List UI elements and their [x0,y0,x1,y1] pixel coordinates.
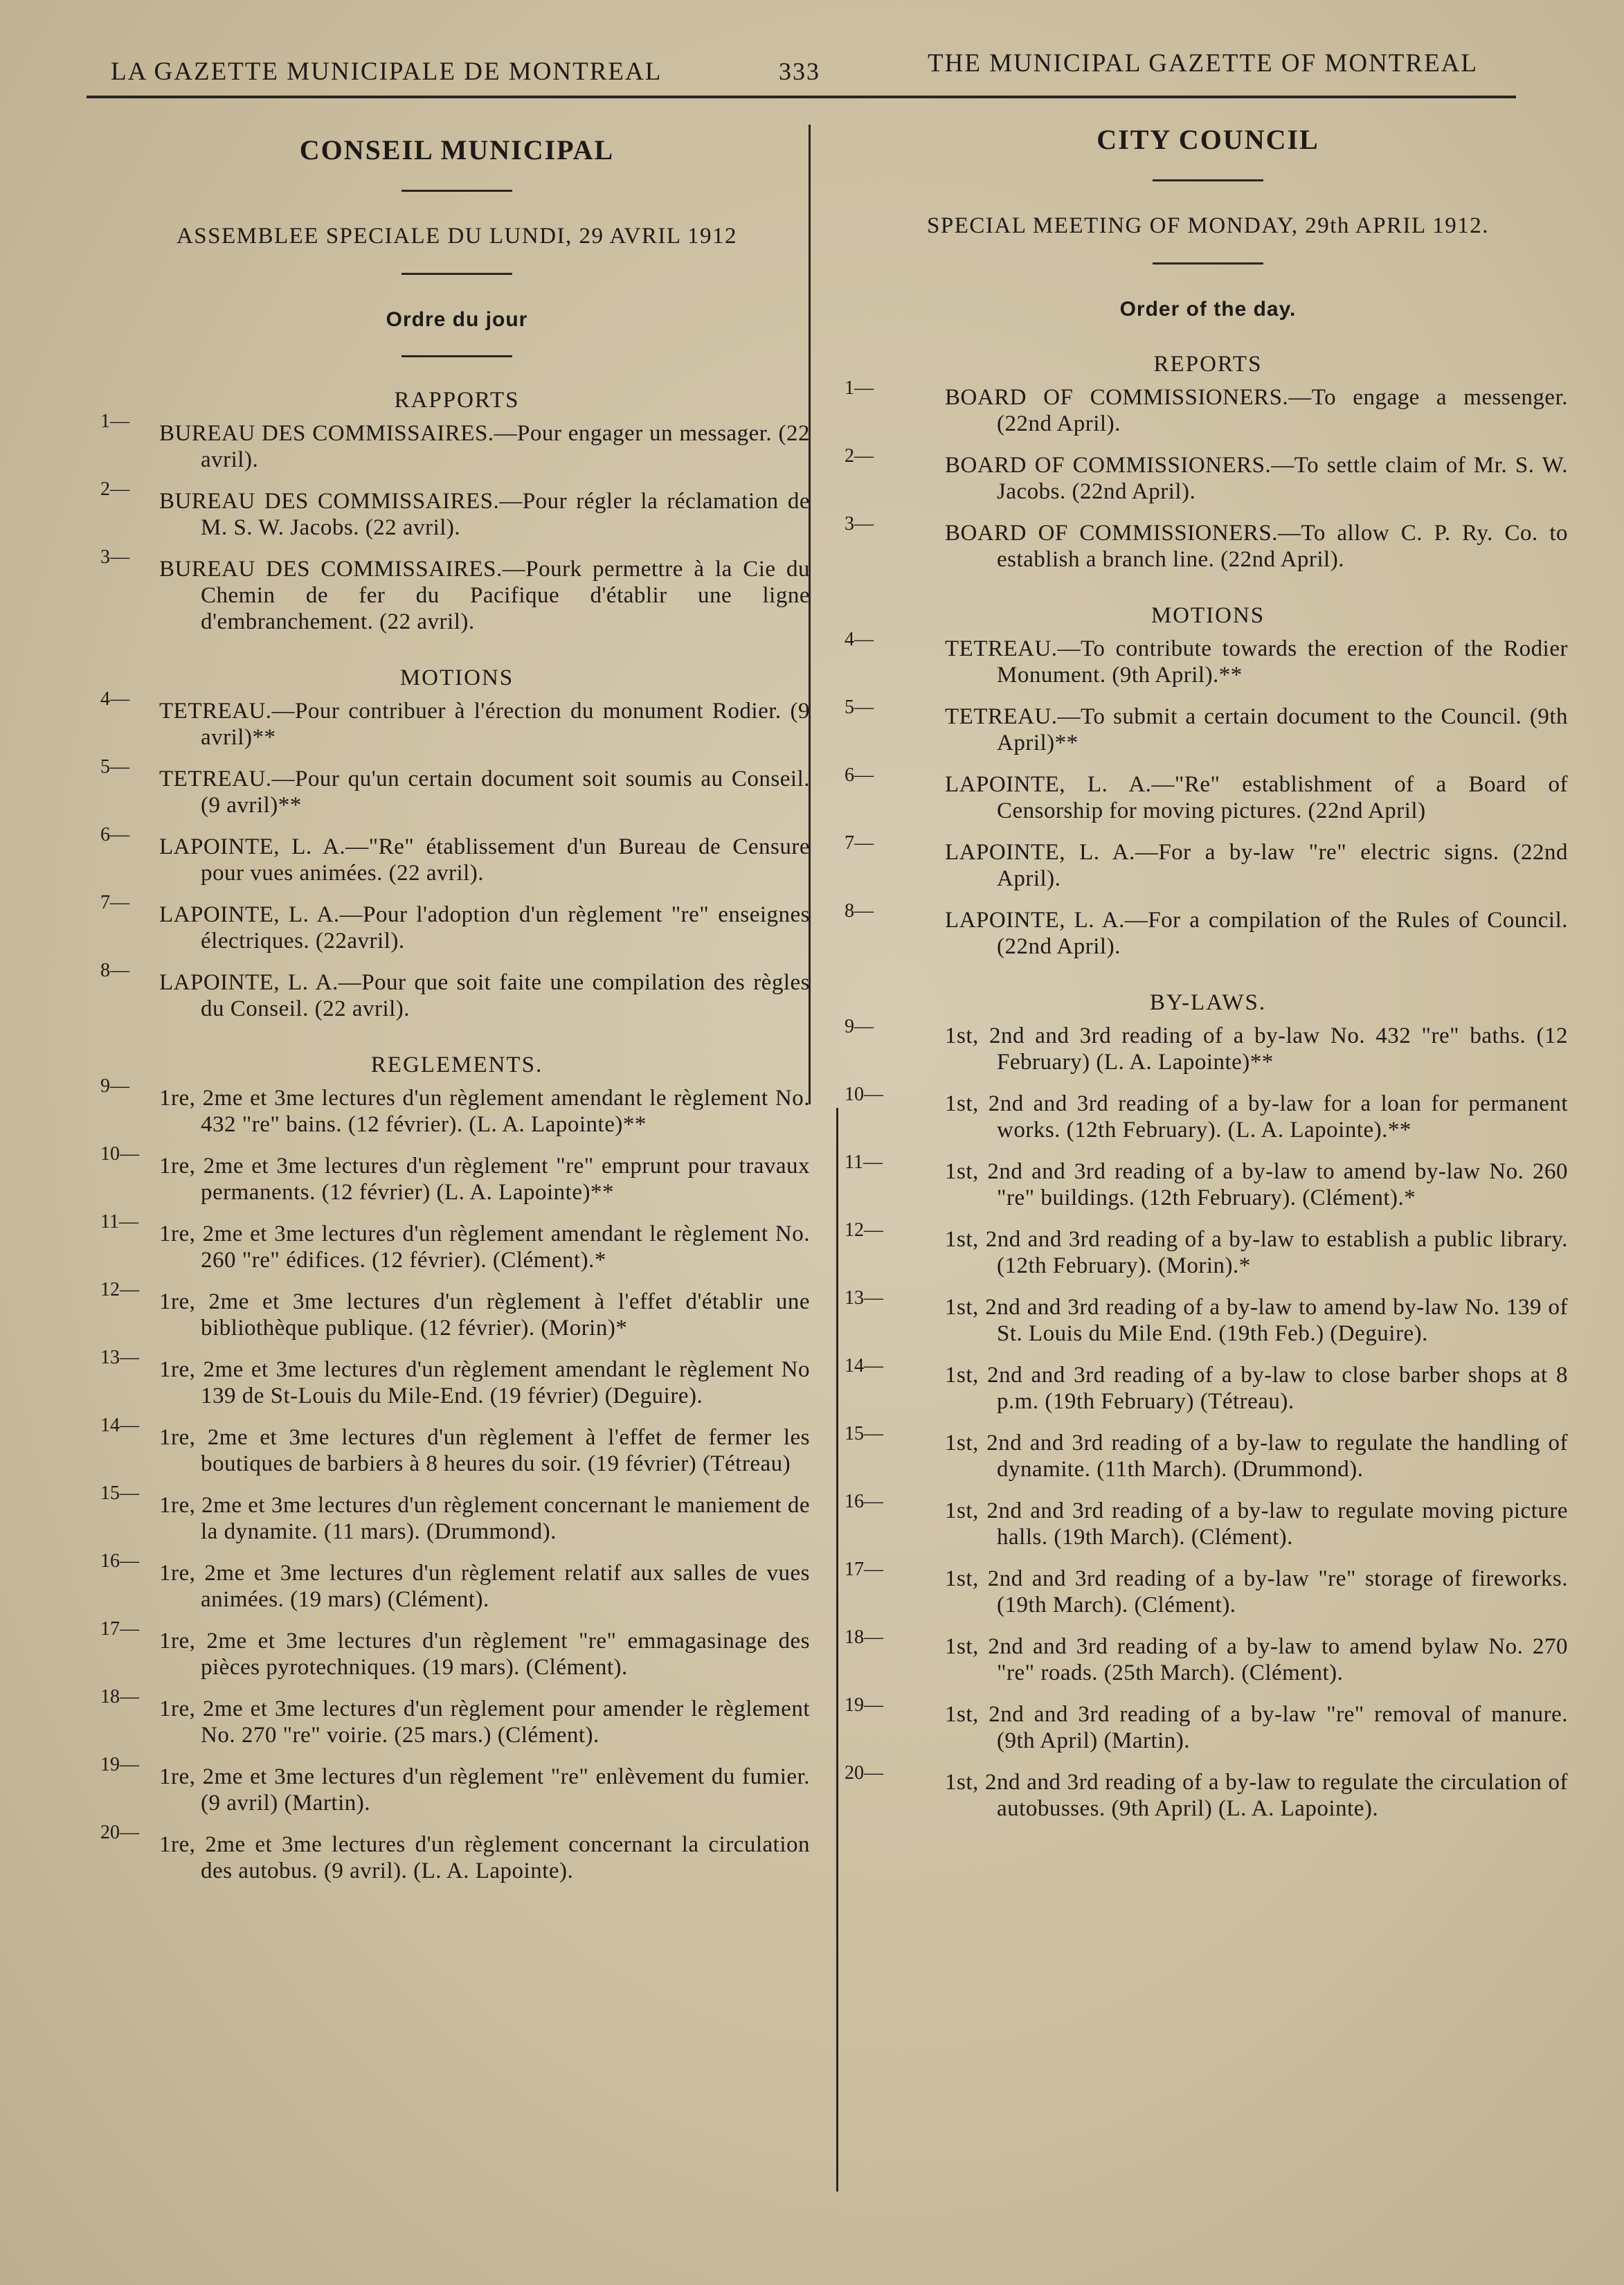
agenda-item [100,756,810,818]
agenda-item-text: 1re, 2me et 3me lectures d'un règlement à l'effet de fermer les boutiques de barbiers à 8 heures du soir. (19 février) (Tétreau) [159,1425,810,1476]
agenda-item-text: 1re, 2me et 3me lectures d'un règlement concernant la circulation des autobus. (9 avril). (L. A. Lapointe). [159,1832,810,1883]
agenda-item-number: 2— [845,445,874,467]
agenda-item-text: BUREAU DES COMMISSAIRES.—Pour engager un messager. (22 avril). [159,421,810,472]
agenda-item [845,1694,1568,1754]
agenda-item-text: 1re, 2me et 3me lectures d'un règlement pour amender le règlement No. 270 "re" voirie. (25 mars.) (Clément). [159,1696,810,1748]
agenda-item-text: 1re, 2me et 3me lectures d'un règlement relatif aux salles de vues animées. (19 mars) (Clément). [159,1561,810,1612]
agenda-item-number: 14— [845,1355,883,1377]
agenda-item-number: 11— [100,1211,138,1233]
section-heading: REPORTS [1153,352,1263,377]
agenda-item [845,1423,1568,1482]
agenda-item-text: LAPOINTE, L. A.—Pour l'adoption d'un règlement "re" enseignes électriques. (22avril). [159,902,810,953]
agenda-item-number: 18— [100,1686,139,1708]
agenda-item [845,764,1568,824]
french-meeting-line: ASSEMBLEE SPECIALE DU LUNDI, 29 AVRIL 1912 [176,224,738,249]
agenda-item-number: 3— [845,513,874,535]
agenda-item-text: 1st, 2nd and 3rd reading of a by-law to regulate the handling of dynamite. (11th March). (Drummond). [945,1431,1568,1482]
agenda-item [845,1627,1568,1686]
section-heading: RAPPORTS [394,388,520,413]
english-order-heading: Order of the day. [1119,298,1297,321]
agenda-item-number: 9— [845,1016,874,1037]
order-rule [402,355,512,357]
agenda-item [100,1143,810,1206]
english-section-bylaws [845,990,1568,1822]
agenda-item-text: BOARD OF COMMISSIONERS.—To allow C. P. Ry. Co. to establish a branch line. (22nd April). [945,521,1568,572]
section-heading: BY-LAWS. [1149,990,1267,1015]
agenda-item-number: 13— [845,1287,883,1309]
section-heading: MOTIONS [399,665,514,690]
agenda-item [845,1287,1568,1347]
agenda-item [845,1084,1568,1143]
agenda-item-number: 1— [100,411,129,432]
agenda-item-text: BUREAU DES COMMISSAIRES.—Pourk permettre à la Cie du Chemin de fer du Pacifique d'établir une ligne d'embranchement. (22 avril). [159,557,810,634]
french-section-reglements [100,1052,810,1884]
agenda-item-text: LAPOINTE, L. A.—For a by-law "re" electric signs. (22nd April). [945,840,1568,891]
agenda-item-number: 17— [100,1618,139,1640]
header-english-title: THE MUNICIPAL GAZETTE OF MONTREAL [928,49,1478,78]
agenda-item-number: 20— [100,1822,139,1843]
french-order-heading: Ordre du jour [386,308,528,331]
agenda-item [845,832,1568,892]
english-section-reports [845,352,1568,573]
agenda-item-number: 9— [100,1075,129,1097]
agenda-item-text: BUREAU DES COMMISSAIRES.—Pour régler la réclamation de M. S. W. Jacobs. (22 avril). [159,489,810,540]
english-meeting-line: SPECIAL MEETING OF MONDAY, 29th APRIL 1912. [927,213,1489,238]
agenda-item-number: 7— [100,892,129,913]
agenda-item-text: 1re, 2me et 3me lectures d'un règlement amendant le règlement No. 432 "re" bains. (12 février). (L. A. Lapointe)** [159,1086,810,1137]
agenda-item-text: TETREAU.—Pour qu'un certain document soit soumis au Conseil. (9 avril)** [159,767,810,818]
agenda-item-number: 17— [845,1559,883,1580]
agenda-item-number: 4— [845,629,874,650]
agenda-item-text: LAPOINTE, L. A.—Pour que soit faite une compilation des règles du Conseil. (22 avril). [159,970,810,1021]
agenda-item [100,1347,810,1409]
agenda-item [100,1822,810,1884]
english-sections [845,352,1568,1822]
agenda-item [100,960,810,1022]
agenda-item [845,1762,1568,1822]
agenda-item-text: TETREAU.—Pour contribuer à l'érection du monument Rodier. (9 avril)** [159,699,810,750]
header-french-title: LA GAZETTE MUNICIPALE DE MONTREAL [111,57,662,86]
agenda-item [845,1219,1568,1279]
agenda-item-number: 16— [100,1550,139,1572]
agenda-item-number: 12— [845,1219,883,1241]
agenda-item-number: 19— [100,1754,139,1775]
agenda-item-number: 13— [100,1347,139,1368]
agenda-item-number: 4— [100,688,129,710]
agenda-item-number: 8— [100,960,129,981]
agenda-item [100,1279,810,1341]
agenda-item-text: 1st, 2nd and 3rd reading of a by-law No. 432 "re" baths. (12 February) (L. A. Lapointe)** [945,1023,1568,1075]
agenda-item-text: 1re, 2me et 3me lectures d'un règlement concernant le maniement de la dynamite. (11 mars). (Drummond). [159,1493,810,1544]
agenda-item [100,824,810,886]
agenda-item [100,1415,810,1477]
agenda-item [100,546,810,635]
agenda-item-text: 1st, 2nd and 3rd reading of a by-law for a loan for permanent works. (12th February). (L. A. Lapointe).** [945,1091,1568,1142]
agenda-item-number: 3— [100,546,129,568]
agenda-item-number: 10— [100,1143,139,1165]
agenda-item-number: 1— [845,377,874,399]
agenda-item [845,445,1568,505]
agenda-item-text: 1st, 2nd and 3rd reading of a by-law "re" storage of fireworks. (19th March). (Clément). [945,1566,1568,1618]
section-heading: MOTIONS [1151,603,1265,628]
agenda-item-text: LAPOINTE, L. A.—"Re" établissement d'un Bureau de Censure pour vues animées. (22 avril). [159,834,810,886]
column-divider-lower [836,1108,838,2192]
agenda-item [845,697,1568,756]
agenda-item-number: 7— [845,832,874,854]
agenda-item-number: 19— [845,1694,883,1716]
agenda-item-text: TETREAU.—To submit a certain document to the Council. (9th April)** [945,704,1568,755]
section-heading: REGLEMENTS. [370,1052,543,1077]
agenda-item-text: 1st, 2nd and 3rd reading of a by-law to amend by-law No. 139 of St. Louis du Mile End. (19th Feb.) (Deguire). [945,1295,1568,1346]
agenda-item [845,1559,1568,1618]
agenda-item-text: 1re, 2me et 3me lectures d'un règlement "re" emprunt pour travaux permanents. (12 février) (L. A. Lapointe)** [159,1154,810,1205]
title-rule [402,190,512,192]
agenda-item-text: LAPOINTE, L. A.—"Re" establishment of a Board of Censorship for moving pictures. (22nd April) [945,772,1568,823]
agenda-item-text: TETREAU.—To contribute towards the erection of the Rodier Monument. (9th April).** [945,636,1568,688]
english-column [845,111,1568,1837]
agenda-item-number: 6— [100,824,129,845]
agenda-item-number: 18— [845,1627,883,1648]
agenda-item-number: 2— [100,478,129,500]
english-title: CITY COUNCIL [1097,124,1319,155]
header-rule [87,96,1516,98]
french-section-reports [100,388,810,635]
agenda-item [100,411,810,473]
agenda-item-text: 1re, 2me et 3me lectures d'un règlement amendant le règlement No. 260 "re" édifices. (12 février). (Clément).* [159,1221,810,1273]
agenda-item [845,1491,1568,1550]
french-sections [100,388,810,1884]
agenda-item [100,478,810,541]
french-column [100,121,810,1899]
agenda-item-text: 1st, 2nd and 3rd reading of a by-law to regulate moving picture halls. (19th March). (Clément). [945,1498,1568,1550]
agenda-item-number: 10— [845,1084,883,1105]
agenda-item-text: 1re, 2me et 3me lectures d'un règlement amendant le règlement No 139 de St-Louis du Mile-End. (19 février) (Deguire). [159,1357,810,1408]
agenda-item-number: 15— [100,1482,139,1504]
agenda-item-text: BOARD OF COMMISSIONERS.—To engage a messenger. (22nd April). [945,385,1568,436]
agenda-item-number: 15— [845,1423,883,1444]
agenda-item-text: 1re, 2me et 3me lectures d'un règlement "re" emmagasinage des pièces pyrotechniques. (19 mars). (Clément). [159,1629,810,1680]
agenda-item [100,1754,810,1816]
agenda-item [100,1482,810,1545]
french-section-motions [100,665,810,1022]
agenda-item [100,1686,810,1748]
running-header [104,42,1516,90]
english-section-motions [845,603,1568,960]
french-title: CONSEIL MUNICIPAL [299,134,615,165]
agenda-item-text: 1st, 2nd and 3rd reading of a by-law to regulate the circulation of autobusses. (9th April) (L. A. Lapointe). [945,1770,1568,1821]
agenda-item [100,1075,810,1138]
agenda-item-number: 8— [845,900,874,922]
agenda-item-text: 1re, 2me et 3me lectures d'un règlement "re" enlèvement du fumier. (9 avril) (Martin). [159,1764,810,1816]
agenda-item-text: 1st, 2nd and 3rd reading of a by-law to amend by-law No. 260 "re" buildings. (12th February). (Clément).* [945,1159,1568,1210]
meeting-rule [1153,262,1263,265]
agenda-item-text: 1st, 2nd and 3rd reading of a by-law to establish a public library. (12th February). (Morin).* [945,1227,1568,1278]
agenda-item-number: 5— [845,697,874,718]
agenda-item [100,688,810,751]
agenda-item [845,377,1568,437]
agenda-item-number: 16— [845,1491,883,1512]
agenda-item-text: BOARD OF COMMISSIONERS.—To settle claim of Mr. S. W. Jacobs. (22nd April). [945,453,1568,504]
agenda-item [845,513,1568,573]
agenda-item-text: 1st, 2nd and 3rd reading of a by-law to close barber shops at 8 p.m. (19th February) (Tétreau). [945,1363,1568,1414]
agenda-item-text: LAPOINTE, L. A.—For a compilation of the Rules of Council. (22nd April). [945,908,1568,959]
agenda-item [845,629,1568,688]
agenda-item-text: 1st, 2nd and 3rd reading of a by-law to amend bylaw No. 270 "re" roads. (25th March). (Clément). [945,1634,1568,1685]
agenda-item [100,892,810,954]
page-number: 333 [779,57,820,85]
agenda-item [100,1618,810,1681]
meeting-rule [402,273,512,275]
agenda-item-number: 5— [100,756,129,778]
agenda-item-number: 6— [845,764,874,786]
agenda-item-text: 1st, 2nd and 3rd reading of a by-law "re" removal of manure. (9th April) (Martin). [945,1702,1568,1753]
agenda-item [100,1211,810,1273]
agenda-item [845,1016,1568,1075]
agenda-item-number: 12— [100,1279,139,1300]
agenda-item [100,1550,810,1613]
agenda-item-number: 14— [100,1415,139,1436]
title-rule [1153,179,1263,181]
agenda-item-text: 1re, 2me et 3me lectures d'un règlement à l'effet d'établir une bibliothèque publique. (12 février). (Morin)* [159,1289,810,1341]
agenda-item [845,1355,1568,1415]
agenda-item-number: 20— [845,1762,883,1784]
agenda-item-number: 11— [845,1152,883,1173]
agenda-item [845,900,1568,960]
agenda-item [845,1152,1568,1211]
